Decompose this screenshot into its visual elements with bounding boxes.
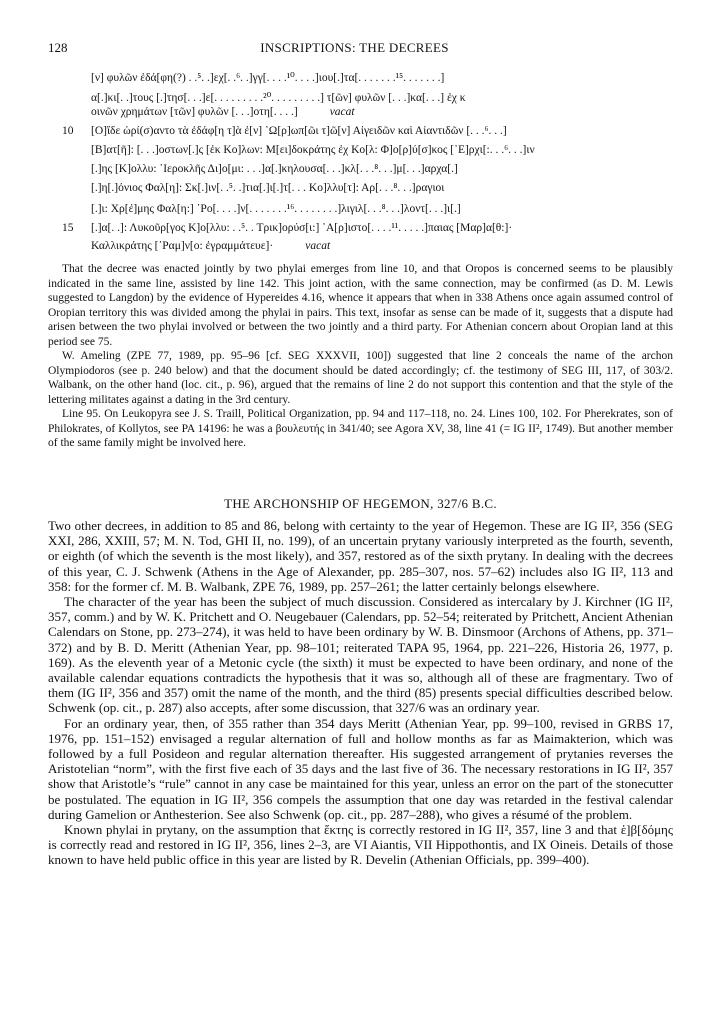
commentary-paragraph: That the decree was enacted jointly by two phylai emerges from line 10, and that Oropos is concerned seems to be plausibly indicated in the same line, assisted by line 142. This joint action, with the same connection, may be confirmed (as D. M. Lewis suggested to Langdon) by the evidence of Hypereides 4.16, whence it appears that when in 338 Athens once again assumed control of Oropian territory this was divided among the phylai in pairs. This text, insofar as sense can be made of it, suggests that a dispute had arisen between the two phylai involved or between the two jointly and a third party. For Athenian concern about Oropian land at this period see 75. bbox=[48, 263, 673, 348]
commentary-paragraph: W. Ameling (ZPE 77, 1989, pp. 95–96 [cf. SEG XXXVII, 100]) suggested that line 2 conceals the name of the archon Olympiodoros (see p. 240 below) and that the document should be dated accordingly; cf. the testimony of SEG III, 117, of 303/2. Walbank, on the other hand (loc. cit., p. 96), argued that the remains of line 2 do not support this contention and that the style of the lettering militates against a dating in the 3rd century. bbox=[48, 350, 673, 406]
line-text: [Β]ατ[ῆ]: [. . .]οστων[.]ς [ἐκ Κο]λων: Μ[ει]δοκράτης ἐχ Κο[λ: Φ]ο[ρ]ύ[σ]κος [᾽Ε]ρχι[:. . .⁶. . .]ιν bbox=[91, 144, 535, 156]
inscription-line bbox=[48, 203, 668, 219]
inscription-line bbox=[48, 240, 668, 256]
page-number: 128 bbox=[48, 40, 68, 55]
line-text: [Ο]ἴδε ὡρί(σ)αντο τὰ ἐδάφ[η τ]ὰ ἐ[ν] ᾽Ω[ρ]ωπ[ῶι τ]ῶ[ν] Αἰγειδῶν καὶ Αἰαντιδῶν [. . .⁶. . .] bbox=[91, 125, 507, 137]
inscription-line bbox=[48, 222, 668, 238]
inscription-line bbox=[48, 70, 668, 86]
section-heading: THE ARCHONSHIP OF HEGEMON, 327/6 B.C. bbox=[224, 496, 497, 511]
line-text: [ν] φυλῶν ἐδά[φη(?) . .⁵. .]εχ[. .⁶. .]γγ[. . . .¹⁰. . . .]ιου[.]τα[. . . . . . .¹⁵. . . . . . .] bbox=[91, 72, 445, 84]
inscription-line bbox=[48, 163, 668, 179]
line-number: 15 bbox=[62, 222, 74, 234]
line-text: α[.]κι[. .]τους [.]τησ[. . .]ε[. . . . . . . . .²⁰. . . . . . . . .] τ[ῶν] φυλῶν [. . .]κα[. . .] ἐχ κ bbox=[91, 92, 466, 104]
line-text: Καλλικράτης [᾽Ραμ]ν[ο: ἐγραμμάτευε]· bbox=[91, 240, 274, 252]
body-paragraph: Known phylai in prytany, on the assumption that ἕκτης is correctly restored in IG II², 357, line 3 and that ἑ]β[δόμης is correctly read and restored in IG II², 356, lines 2–3, are VI Aiantis, VII Hippothontis, and IX Oineis. Details of those known to have held public office in this year are listed by R. Develin (Athenian Officials, pp. 399–400). bbox=[48, 822, 673, 868]
inscription-line bbox=[48, 144, 668, 160]
line-text: [.]α[. .]: Λυκοῦρ[γος Κ]ο[λλυ: . .⁵. . Τρικ]ορύσ[ι:] ᾽Α[ρ]ιστο[. . . .¹¹. . . . .]παιας [Μαρ]α[θ:]· bbox=[91, 222, 513, 234]
page-header bbox=[48, 40, 661, 60]
line-text: [.]ι: Χρ[έ]μης Φαλ[η:] ᾽Ρο[. . . .]ν[. . . . . . .¹⁶. . . . . . . .]λιγιλ[. . .⁸. . .]λοντ[. . .]ι[.] bbox=[91, 203, 461, 215]
inscription-line bbox=[48, 125, 668, 141]
line-text: [.]η[.]όνιος Φαλ[η]: Σκ[.]ιν[. .⁵. .]τια[.]ι[.]τ[. . . Κο]λλυ[τ]: Αρ[. . .⁸. . .]ραγιοι bbox=[91, 182, 445, 194]
line-number: 10 bbox=[62, 125, 74, 137]
running-title: INSCRIPTIONS: THE DECREES bbox=[260, 40, 449, 55]
vacat-note: vacat bbox=[329, 106, 355, 118]
section-body bbox=[48, 518, 673, 868]
body-paragraph: Two other decrees, in addition to 85 and 86, belong with certainty to the year of Hegemon. These are IG II², 356 (SEG XXI, 286, XXIII, 57; M. N. Tod, GHI II, no. 199), of an uncertain prytany variously interpreted as the fourth, seventh, or eighth (of which the seventh is the most likely), and 357, restored as of the sixth prytany. In dealing with the decrees of this year, C. J. Schwenk (Athens in the Age of Alexander, pp. 285–307, nos. 57–62) includes also IG II², 113 and 358: for the former cf. M. B. Walbank, ZPE 76, 1989, pp. 257–261; the latter certainly belongs elsewhere. bbox=[48, 518, 673, 594]
vacat-note: vacat bbox=[305, 240, 331, 252]
line-text: οινῶν χρημάτων [τῶν] φυλῶν [. . .]οτη[. . . .] bbox=[91, 106, 298, 118]
commentary-paragraph: Line 95. On Leukopyra see J. S. Traill, Political Organization, pp. 94 and 117–118, no. 24. Lines 100, 102. For Pherekrates, son of Philokrates, of Kollytos, see PA 14196: he was a βουλευτής in 341/40; see Agora XV, 38, line 41 (= IG II², 1749). But another member of the same family might be involved here. bbox=[48, 408, 673, 449]
body-paragraph: The character of the year has been the subject of much discussion. Considered as intercalary by J. Kirchner (IG II², 357, comm.) and by W. K. Pritchett and O. Neugebauer (Calendars, pp. 52–54; reiterated by Pritchett, Ancient Athenian Calendars on Stone, pp. 273–274), it was held to have been ordinary by W. B. Dinsmoor (Archons of Athens, pp. 371–372) and by B. D. Meritt (Athenian Year, pp. 98–101; reiterated TAPA 95, 1964, pp. 221–226, Historia 26, 1977, p. 169). As the eleventh year of a Metonic cycle (the sixth) it must be expected to have been ordinary, and none of the available calendar equations contradicts the hypothesis that it was so, although all of these are fragmentary. Two of them (IG II², 356 and 357) omit the name of the month, and the third (85) presents special difficulties described below. Schwenk (op. cit., p. 287) also accepts, after some discussion, that 327/6 was an ordinary year. bbox=[48, 594, 673, 716]
commentary bbox=[48, 262, 673, 451]
body-paragraph: For an ordinary year, then, of 355 rather than 354 days Meritt (Athenian Year, pp. 99–100, revised in GRBS 17, 1976, pp. 151–152) envisaged a regular alternation of full and hollow months as far as Maimakterion, which was followed by a full Posideon and regular alternation thereafter. His suggested arrangement of prytanies reverses the Aristotelian “norm”, with the first five each of 35 days and the last five of 36. The necessary restorations in IG II², 357 show that Aristotle’s “rule” cannot in any case be maintained for this year, unless an error on the part of the stonecutter be postulated. The equation in IG II², 356 compels the assumption that one day was retarded in the festival calendar during Gamelion or Anthesterion. See also Schwenk (op. cit., pp. 287–288), who gives a résumé of the problem. bbox=[48, 715, 673, 822]
line-text: [.]ης [Κ]ολλυ: ῾Ιεροκλῆς Δι]ο[μι: . . .]α[.]κηλουσα[. . .]κλ[. . .⁸. . .]μ[. . .]αρχα[.] bbox=[91, 163, 458, 175]
inscription-line bbox=[48, 182, 668, 198]
inscription-line bbox=[48, 90, 668, 106]
inscription-line bbox=[48, 106, 668, 122]
